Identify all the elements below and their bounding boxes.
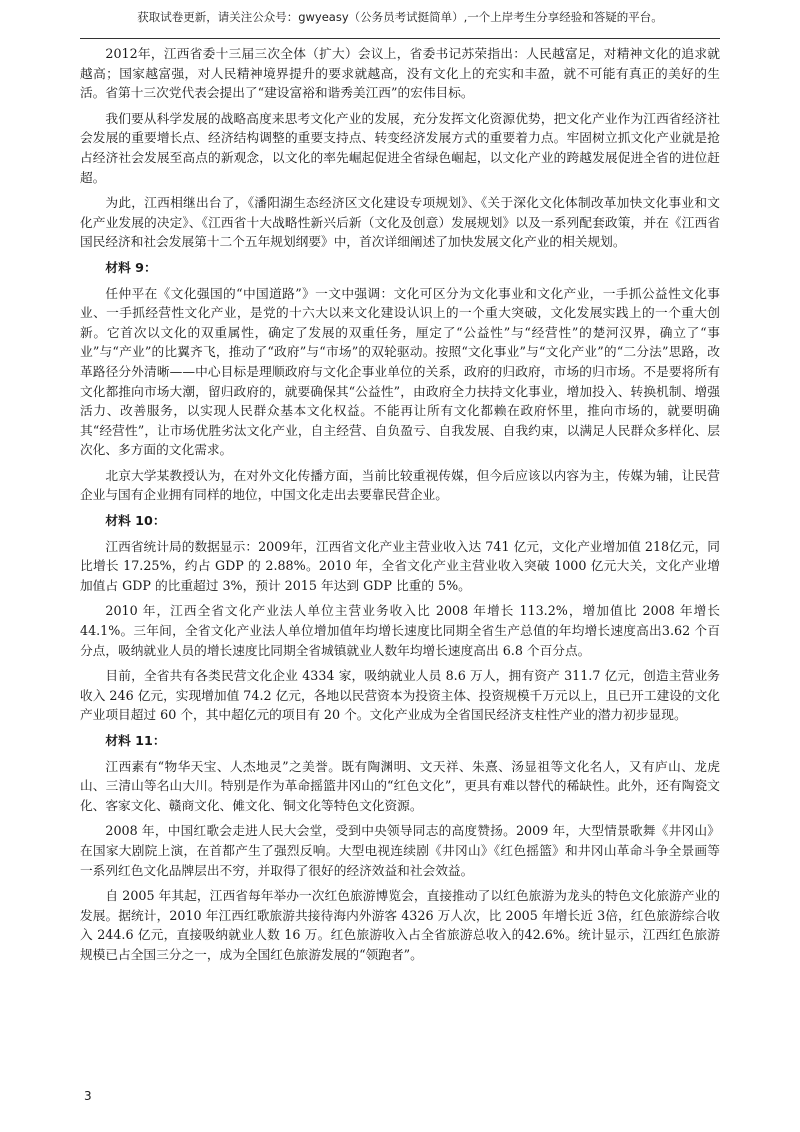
paragraph: 任仲平在《文化强国的“中国道路”》一文中强调：文化可区分为文化事业和文化产业，一手抓公益性文化事业、一手抓经营性文化产业，是党的十六大以来文化建设认识上的一个重大突破，文化发展实践上的一个重大创新。它首次以文化的双重属性，确定了发展的双重任务，厘定了“公益性”与“经营性”的楚河汉界，确立了“事业”与“产业”的比翼齐飞，推动了“政府”与“市场”的双轮驱动。按照“文化事业”与“文化产业”的“二分法”思路，改革路径分外清晰——中心目标是理顺政府与文化企事业单位的关系，政府的归政府，市场的归市场。不是要将所有文化都推向市场大潮，留归政府的，就要确保其“公益性”，由政府全力扶持文化事业，增加投入、转换机制、增强活力、改善服务，以实现人民群众基本文化权益。不能再让所有文化都赖在政府怀里，推向市场的，就要明确其“经营性”，让市场优胜劣汰文化产业，自主经营、自负盈亏、自我发展、自我约束，以满足人民群众多样化、层次化、多方面的文化需求。 [80, 285, 720, 458]
paragraph: 江西省统计局的数据显示：2009年，江西省文化产业主营业收入达 741 亿元，文化产业增加值 218亿元，同比增长 17.25%，约占 GDP 的 2.88%。2010 年，全省文化产业主营业收入突破 1000 亿元大关，文化产业增加值占 GDP 的比重超过 3%，预计 2015 年达到 GDP 比重的 5%。 [80, 538, 720, 593]
paragraph: 2010 年，江西全省文化产业法人单位主营业务收入比 2008 年增长 113.2%，增加值比 2008 年增长44.1%。三年间，全省文化产业法人单位增加值年均增长速度比同期全省生产总值的年均增长速度高出3.62 个百分点，吸纳就业人员的增长速度比同期全省城镇就业人数年均增长速度高出 6.8 个百分点。 [80, 603, 720, 658]
paragraph: 目前，全省共有各类民营文化企业 4334 家，吸纳就业人员 8.6 万人，拥有资产 311.7 亿元，创造主营业务收入 246 亿元，实现增加值 74.2 亿元，各地以民营资本为投资主体、投资规模千万元以上，且已开工建设的文化产业项目超过 60 个，其中超亿元的项目有 20 个。文化产业成为全省国民经济支柱性产业的潜力初步显现。 [80, 668, 720, 723]
document-body [80, 44, 720, 971]
paragraph: 自 2005 年其起，江西省每年举办一次红色旅游博览会，直接推动了以红色旅游为龙头的特色文化旅游产业的发展。据统计，2010 年江西红歌旅游共接待海内外游客 4326 万人次，比 2005 年增长近 3倍，红色旅游综合收入 244.6 亿元，直接吸纳就业人数 16 万。红色旅游收入占全省旅游总收入的42.6%。统计显示，江西红色旅游规模已占全国三分之一，成为全国红色旅游发展的“领跑者”。 [80, 888, 720, 962]
section-heading-material-9: 材料 9： [105, 259, 157, 275]
header-divider [80, 38, 720, 39]
paragraph: 2008 年，中国红歌会走进人民大会堂，受到中央领导同志的高度赞扬。2009 年，大型情景歌舞《井冈山》在国家大剧院上演，在首都产生了强烈反响。大型电视连续剧《井冈山》《红色摇篮》和井冈山革命斗争全景画等一系列红色文化品牌层出不穷，并取得了很好的经济效益和社会效益。 [80, 823, 720, 878]
paragraph: 为此，江西相继出台了，《潘阳湖生态经济区文化建设专项规划》、《关于深化文化体制改革加快文化事业和文化产业发展的决定》、《江西省十大战略性新兴后新（文化及创意）发展规划》以及一系列配套政策，并在《江西省国民经济和社会发展第十二个五年规划纲要》中，首次详细阐述了加快发展文化产业的相关规划。 [80, 195, 720, 250]
section-heading-material-10: 材料 10： [105, 513, 166, 529]
section-heading-material-11: 材料 11： [105, 733, 166, 748]
paragraph: 2012年，江西省委十三届三次全体（扩大）会议上，省委书记苏荣指出：人民越富足，对精神文化的追求就越高；国家越富强，对人民精神境界提升的要求就越高，没有文化上的充实和丰盈，就不可能有真正的美好的生活。省第十三次党代表会提出了“建设富裕和谐秀美江西”的宏伟目标。 [80, 46, 720, 101]
page-number: 3 [84, 1089, 92, 1103]
paragraph: 江西素有“物华天宝、人杰地灵”之美誉。既有陶渊明、文天祥、朱熹、汤显祖等文化名人，又有庐山、龙虎山、三清山等名山大川。特别是作为革命摇篮井冈山的“红色文化”，更具有难以替代的稀缺性。此外，还有陶瓷文化、客家文化、赣商文化、傩文化、铜文化等特色文化资源。 [80, 758, 720, 813]
paragraph: 北京大学某教授认为，在对外文化传播方面，当前比较重视传媒，但今后应该以内容为主，传媒为辅，让民营企业与国有企业拥有同样的地位，中国文化走出去要靠民营企业。 [80, 467, 720, 503]
page-header [0, 0, 800, 40]
paragraph: 我们要从科学发展的战略高度来思考文化产业的发展，充分发挥文化资源优势，把文化产业作为江西省经济社会发展的重要增长点、经济结构调整的重要支持点、转变经济发展方式的重要着力点。牢固树立抓文化产业就是抢占经济社会发展至高点的新观念，以文化的率先崛起促进全省绿色崛起，以文化产业的跨越发展促进全省的进位赶超。 [80, 110, 720, 185]
header-notice: 获取试卷更新，请关注公众号：gwyeasy（公务员考试挺简单）,一个上岸考生分享经验和答疑的平台。 [137, 10, 663, 24]
